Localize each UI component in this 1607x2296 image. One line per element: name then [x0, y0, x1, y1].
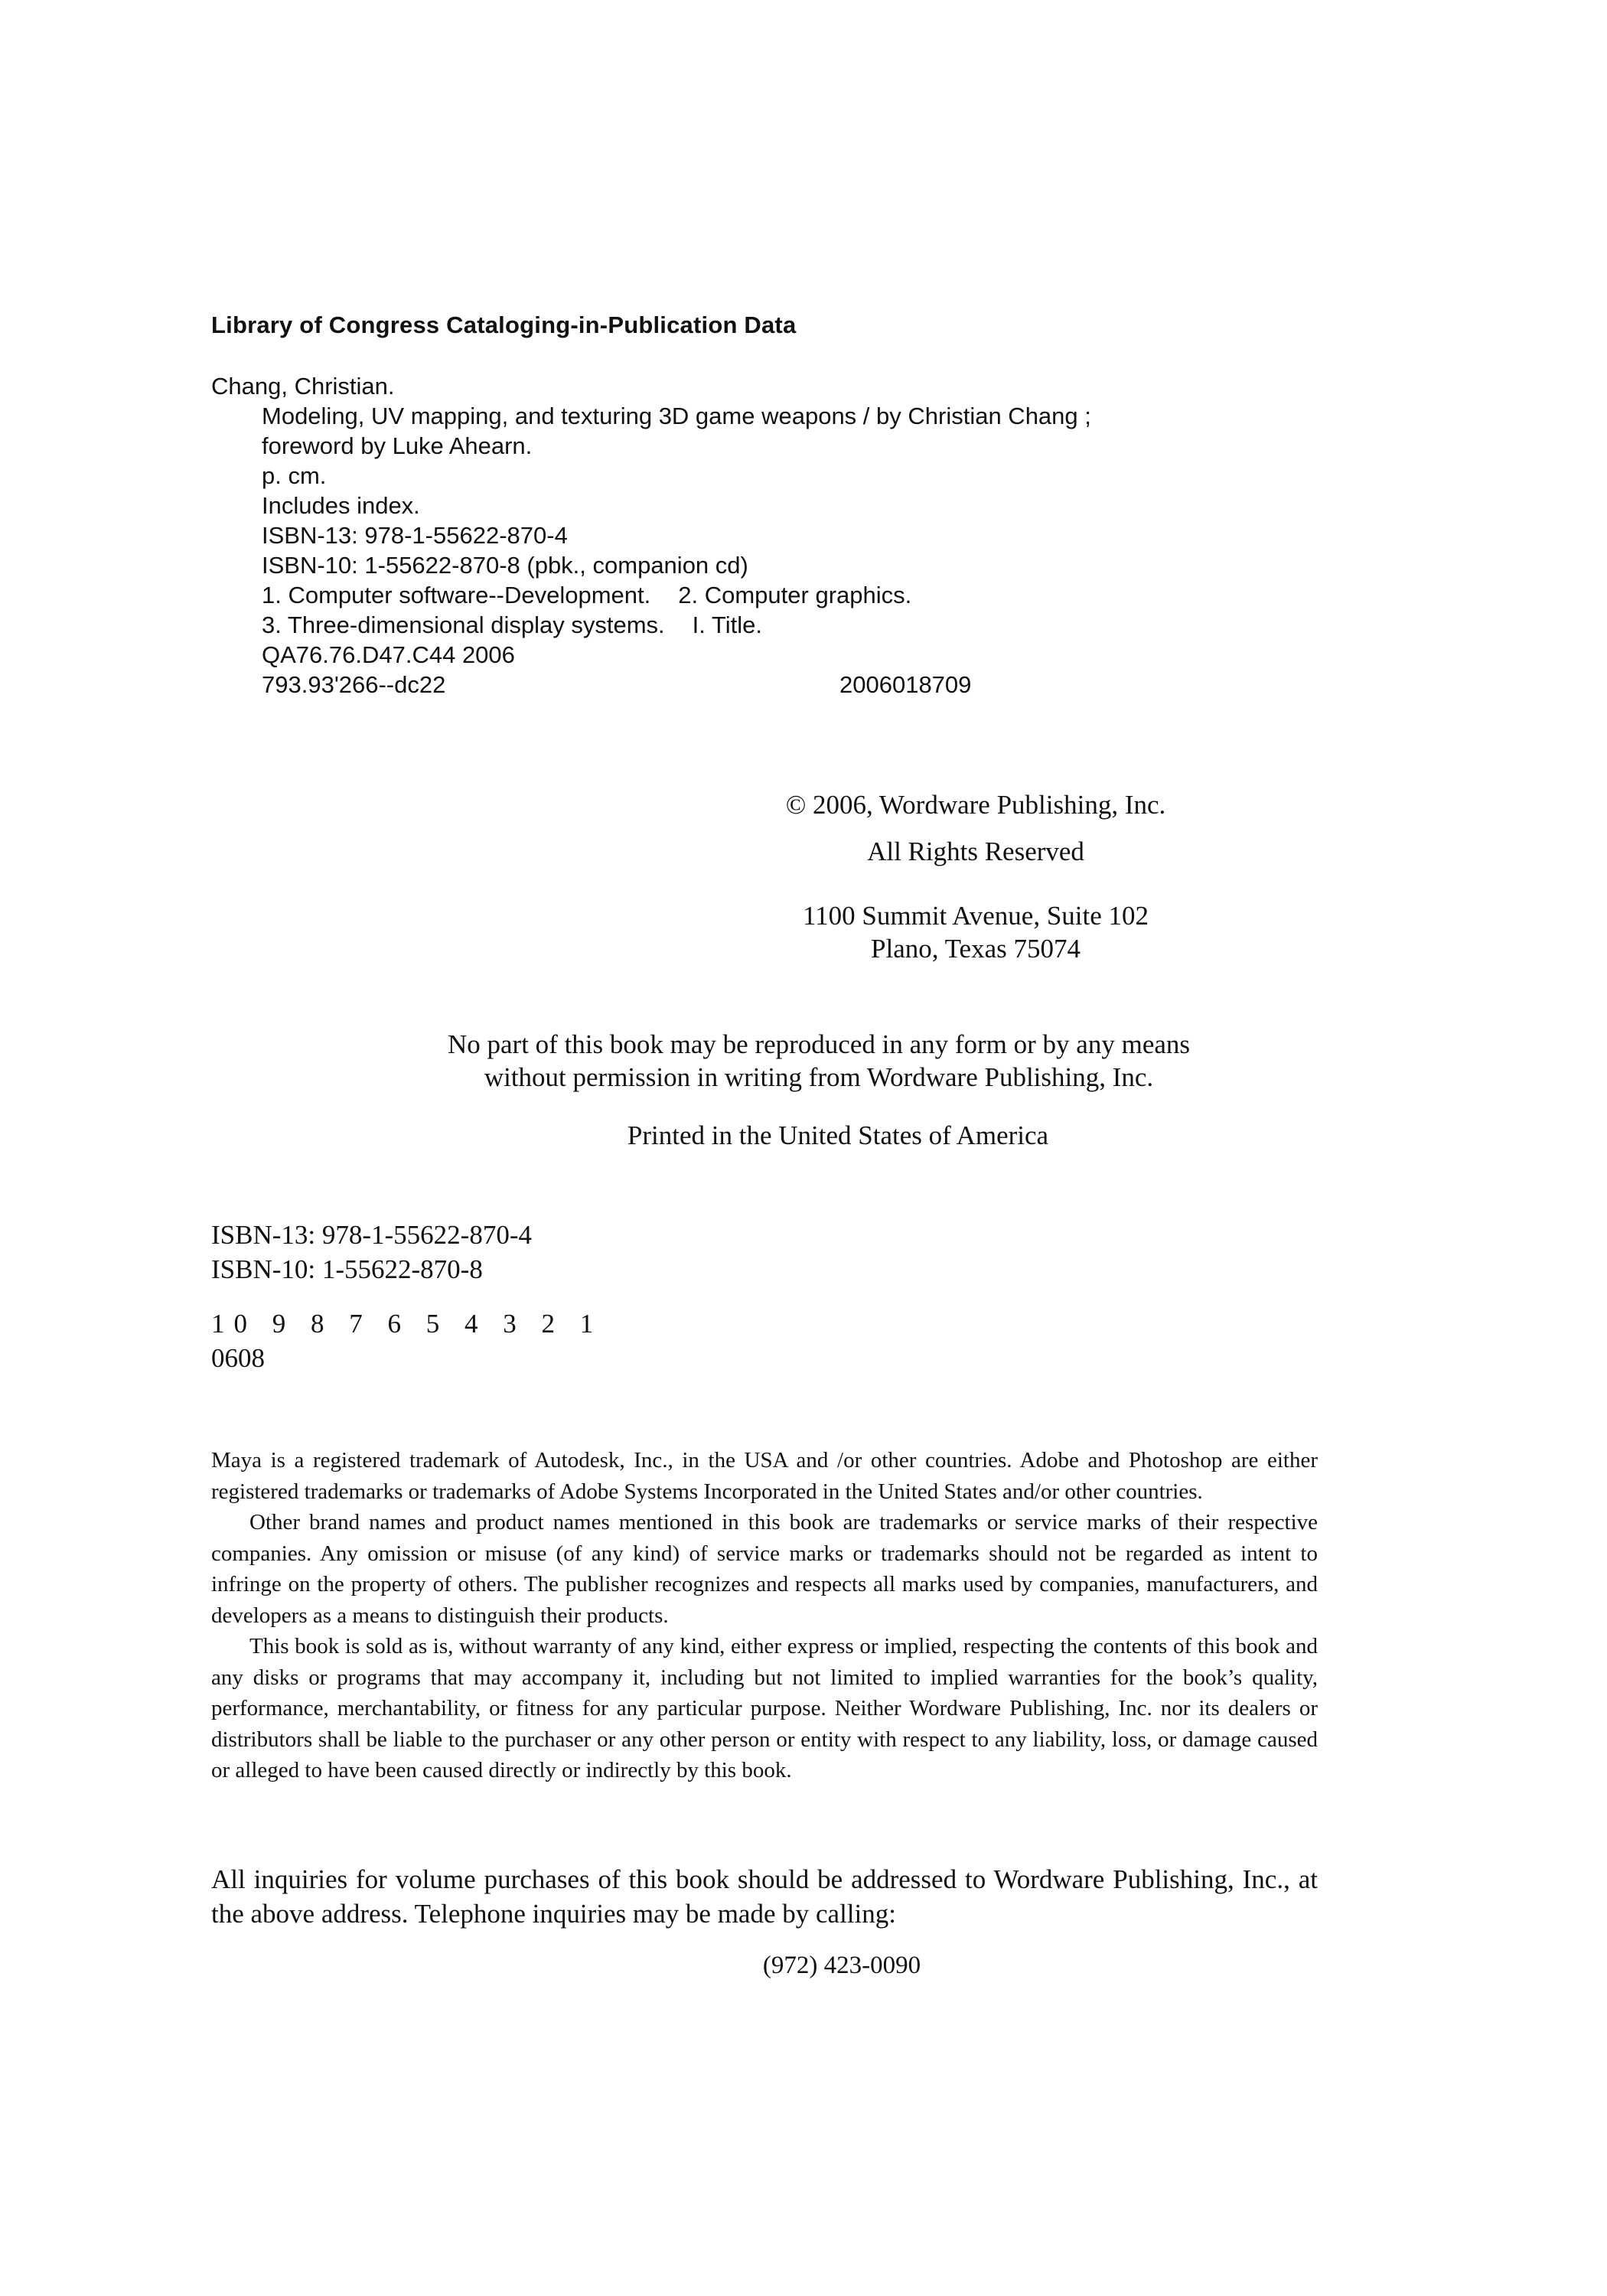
address-line-2: Plano, Texas 75074 — [871, 934, 1081, 964]
cip-classification-line — [211, 670, 1206, 700]
copyright-line: © 2006, Wordware Publishing, Inc. — [785, 790, 1166, 820]
printer-key: 10 9 8 7 6 5 4 3 2 1 — [211, 1309, 603, 1339]
cip-call-number: QA76.76.D47.C44 2006 — [262, 641, 515, 668]
cip-title-line-2: foreword by Luke Ahearn. — [262, 432, 533, 459]
rights-reserved: All Rights Reserved — [867, 837, 1084, 866]
cip-dewey: 793.93'266--dc22 — [262, 671, 446, 698]
cip-subject-2: 2. Computer graphics. — [678, 582, 912, 608]
cip-lccn: 2006018709 — [839, 671, 972, 698]
other-brands-paragraph: Other brand names and product names mentioned in this book are trademarks or service marks of their respective companies. Any omission or misuse (of any kind) of service marks or trademarks should not be regarded as intent to infringe on the property of others. The publisher recognizes and respects all marks used by companies, manufacturers, and developers as a means to distinguish their products. — [211, 1510, 1318, 1628]
phone-number: (972) 423-0090 — [762, 1952, 921, 1979]
cip-title-entry: I. Title. — [692, 612, 762, 638]
reproduction-notice — [321, 1028, 1316, 1094]
cip-isbn-13: ISBN-13: 978-1-55622-870-4 — [262, 522, 568, 549]
isbn-block — [211, 1218, 532, 1287]
notice-line-1: No part of this book may be reproduced in any form or by any means — [447, 1029, 1191, 1059]
isbn-10: ISBN-10: 1-55622-870-8 — [211, 1254, 483, 1284]
cip-author: Chang, Christian. — [211, 373, 395, 400]
isbn-13: ISBN-13: 978-1-55622-870-4 — [211, 1220, 532, 1250]
cip-subjects-line-2 — [211, 610, 1206, 640]
cip-subjects-line-1 — [211, 580, 1206, 610]
address-line-1: 1100 Summit Avenue, Suite 102 — [802, 901, 1149, 931]
cip-isbn-10: ISBN-10: 1-55622-870-8 (pbk., companion cd) — [262, 552, 748, 579]
cip-subject-3: 3. Three-dimensional display systems. — [262, 612, 665, 638]
inquiry-paragraph: All inquiries for volume purchases of this book should be addressed to Wordware Publishing, Inc., at the above address. Telephone inquiries may be made by calling: — [211, 1864, 1318, 1929]
notice-line-2: without permission in writing from Wordware Publishing, Inc. — [484, 1062, 1154, 1092]
cip-includes: Includes index. — [262, 492, 420, 519]
warranty-paragraph: This book is sold as is, without warranty of any kind, either express or implied, respecting the contents of this book and any disks or programs that may accompany it, including but not limited to implied warranties for the book’s quality, performance, merchantability, or fitness for any particular purpose. Neither Wordware Publishing, Inc. nor its dealers or distributors shall be liable to the purchaser or any other person or entity with respect to any liability, loss, or damage caused or alleged to have been caused directly or indirectly by this book. — [211, 1634, 1318, 1782]
printing-code: 0608 — [211, 1343, 265, 1373]
printed-in: Printed in the United States of America — [627, 1120, 1049, 1150]
cip-title-line-1: Modeling, UV mapping, and texturing 3D game weapons / by Christian Chang ; — [262, 403, 1091, 429]
cip-record — [211, 371, 1206, 700]
cip-dimensions: p. cm. — [262, 462, 327, 489]
legal-notices — [211, 1445, 1318, 1786]
publisher-address — [689, 899, 1263, 965]
printing-info — [211, 1306, 602, 1375]
cip-heading: Library of Congress Cataloging-in-Publication Data — [211, 311, 797, 338]
trademark-paragraph: Maya is a registered trademark of Autodesk, Inc., in the USA and /or other countries. Adobe and Photoshop are either registered trademarks or trademarks of Adobe Systems Incorporated in the United States and/or other countries. — [211, 1448, 1318, 1504]
cip-subject-1: 1. Computer software--Development. — [262, 582, 651, 608]
